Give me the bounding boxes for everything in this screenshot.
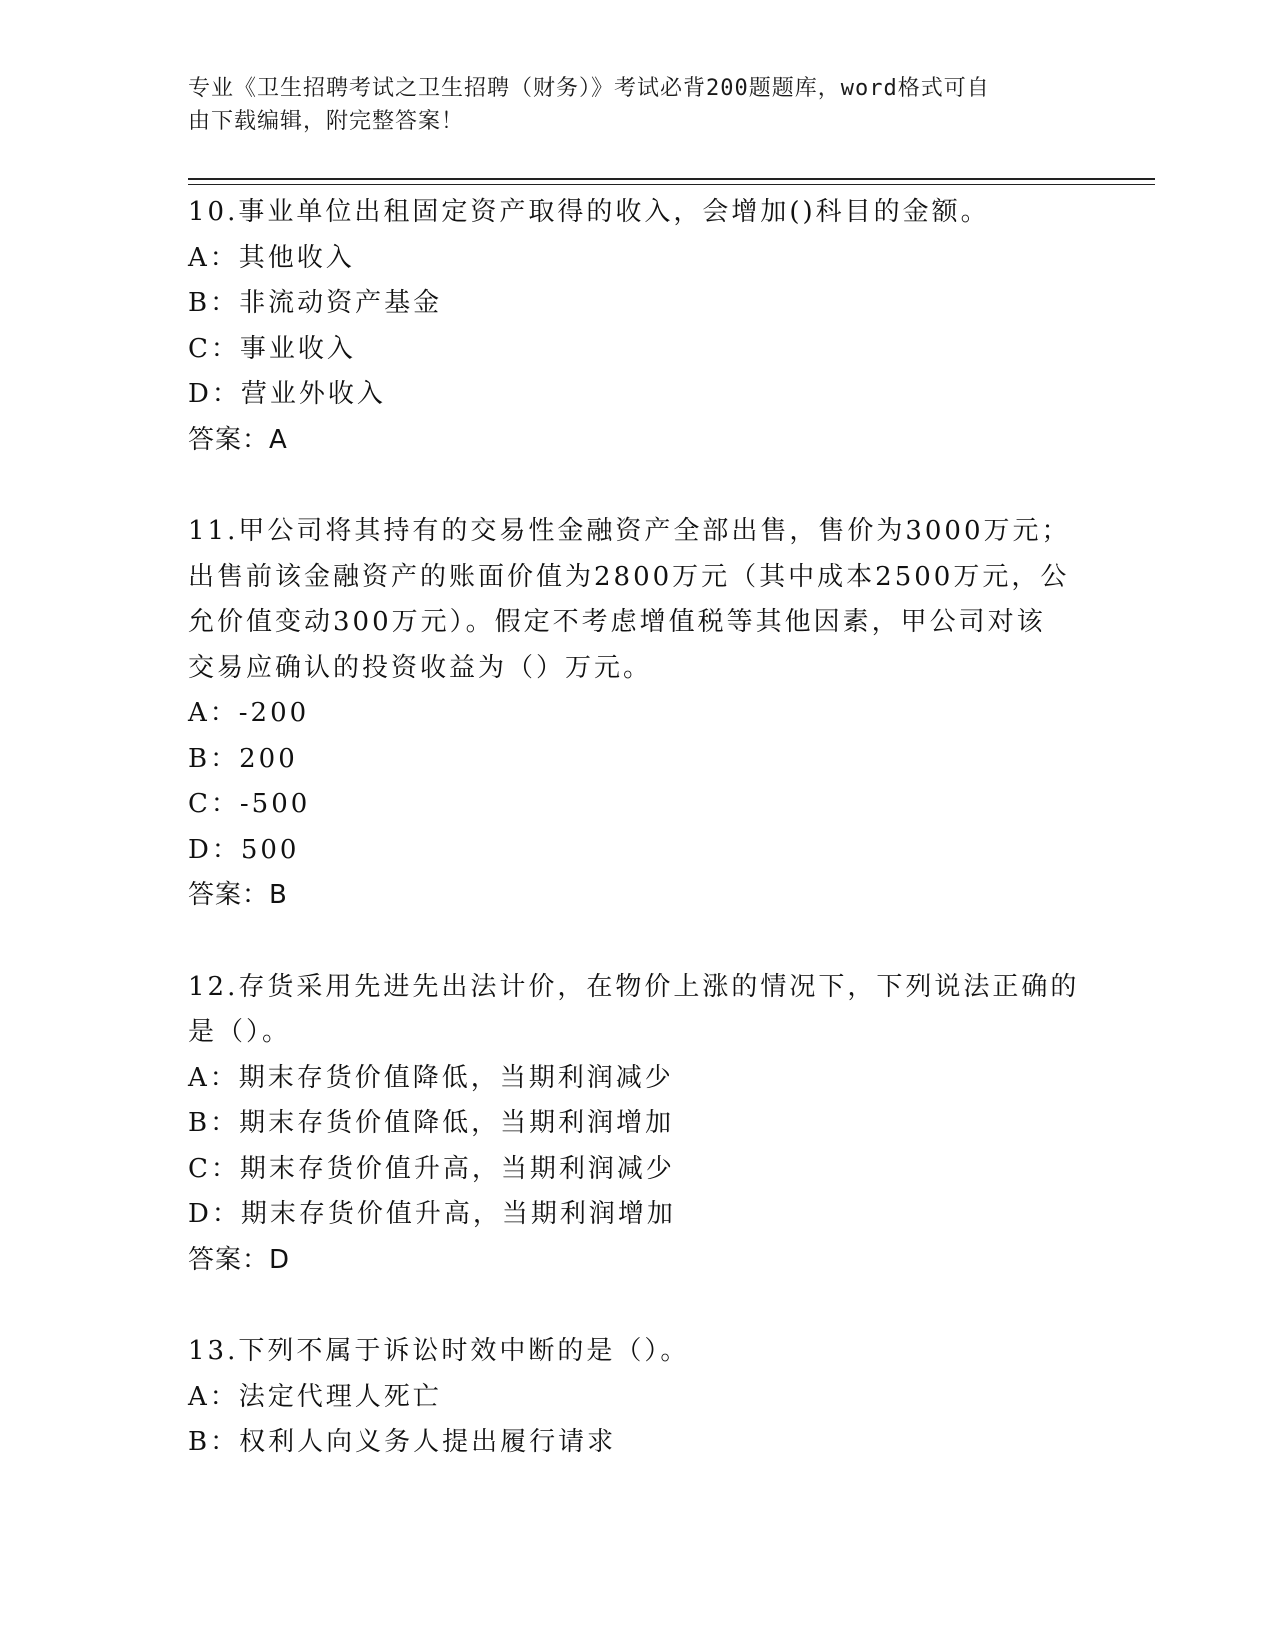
option-a: A：其他收入 <box>188 242 355 273</box>
option-c: C：事业收入 <box>188 333 356 364</box>
option-d: D：营业外收入 <box>188 379 386 409</box>
option-b: B：非流动资产基金 <box>188 288 443 318</box>
option-b: B：期末存货价值降低，当期利润增加 <box>188 1108 675 1138</box>
option-b: B：200 <box>188 743 298 774</box>
question-11 <box>188 509 1088 919</box>
document-header <box>188 72 1068 138</box>
option-a: A：-200 <box>188 698 310 728</box>
question-10 <box>188 190 1088 463</box>
answer-label: 答案：A <box>188 424 288 455</box>
question-stem: 10.事业单位出租固定资产取得的收入，会增加()科目的金额。 <box>188 197 990 227</box>
question-stem: 13.下列不属于诉讼时效中断的是（）。 <box>188 1336 690 1366</box>
question-list <box>188 190 1088 1512</box>
question-stem: 允价值变动300万元）。假定不考虑增值税等其他因素，甲公司对该 <box>188 607 1046 637</box>
option-a: A：期末存货价值降低，当期利润减少 <box>188 1062 674 1093</box>
answer-label: 答案：D <box>188 1244 291 1275</box>
option-a: A：法定代理人死亡 <box>188 1381 442 1412</box>
question-stem: 11.甲公司将其持有的交易性金融资产全部出售，售价为3000万元； <box>188 516 1071 546</box>
header-divider-thick <box>188 178 1155 180</box>
header-divider-thin <box>188 184 1155 185</box>
option-c: C：-500 <box>188 789 311 819</box>
question-stem: 是（）。 <box>188 1017 292 1047</box>
option-d: D：500 <box>188 834 300 865</box>
question-stem: 交易应确认的投资收益为（）万元。 <box>188 652 653 683</box>
answer-label: 答案：B <box>188 880 288 910</box>
header-line-1: 专业《卫生招聘考试之卫生招聘（财务）》考试必背200题题库，word格式可自 <box>188 76 990 101</box>
option-d: D：期末存货价值升高，当期利润增加 <box>188 1199 676 1229</box>
question-13 <box>188 1329 1088 1466</box>
question-stem: 12.存货采用先进先出法计价，在物价上涨的情况下，下列说法正确的 <box>188 971 1080 1002</box>
question-stem: 出售前该金融资产的账面价值为2800万元（其中成本2500万元，公 <box>188 561 1070 592</box>
option-c: C：期末存货价值升高，当期利润减少 <box>188 1153 675 1184</box>
header-line-2: 由下载编辑，附完整答案！ <box>188 109 465 134</box>
question-12 <box>188 965 1088 1284</box>
option-b: B：权利人向义务人提出履行请求 <box>188 1427 617 1457</box>
